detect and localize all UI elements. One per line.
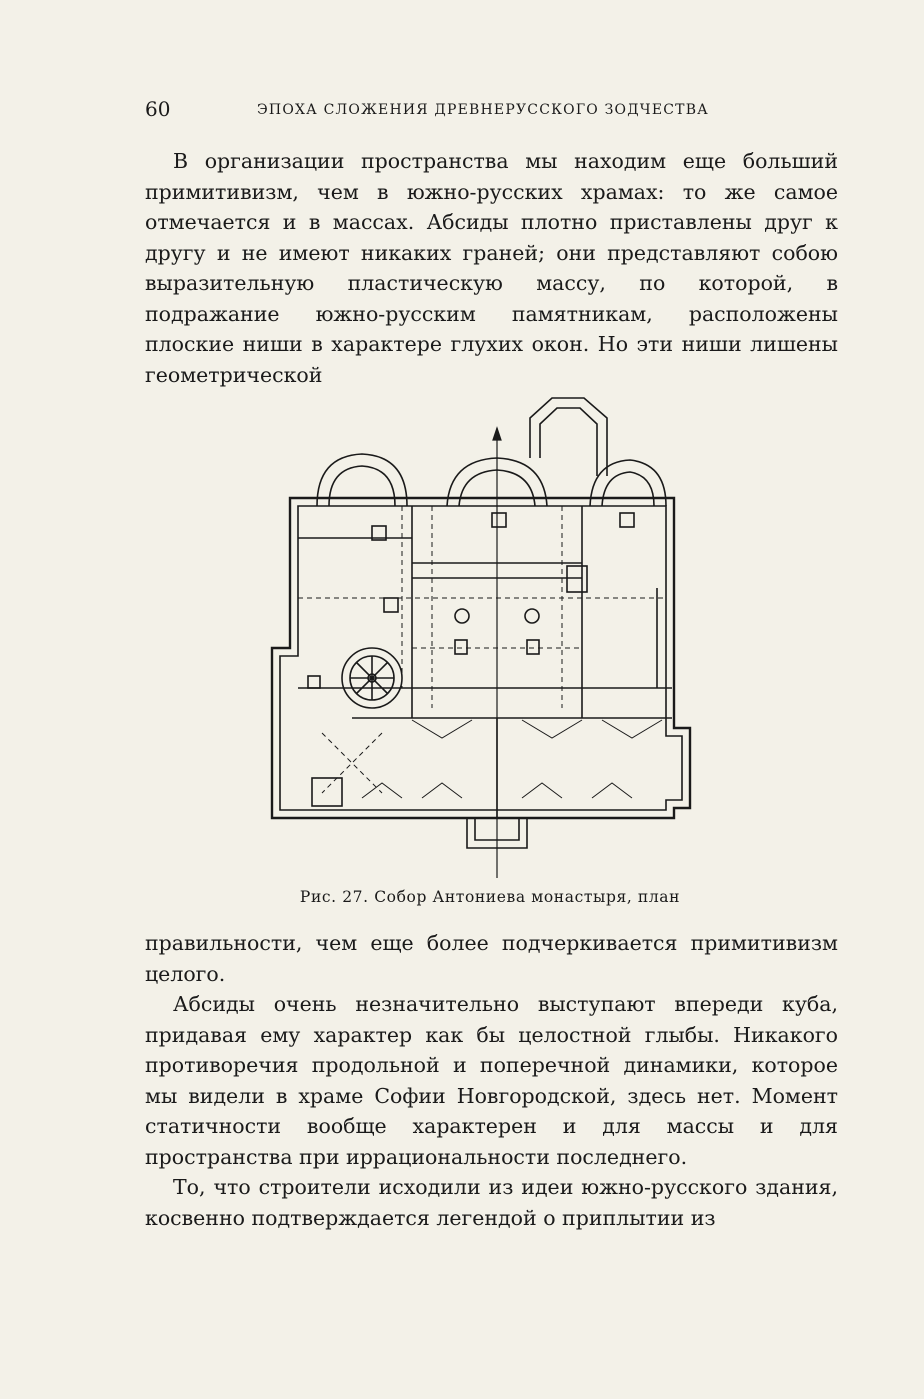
page-number: 60 bbox=[145, 97, 171, 121]
body-text-bottom bbox=[145, 928, 838, 1233]
page-header bbox=[145, 97, 835, 121]
paragraph: правильности, чем еще более подчеркивается примитивизм целого. bbox=[145, 931, 838, 986]
paragraph: Абсиды очень незначительно выступают впереди куба, придавая ему характер как бы целостной глыбы. Никакого противоречия продольной и поперечной динамики, которое мы видели в храме Софии Новгородской, здесь нет. Момент статичности вообще характерен и для массы и для пространства при иррациональности последнего. bbox=[145, 992, 838, 1169]
paragraph: В организации пространства мы находим еще больший примитивизм, чем в южно-русских храмах: то же самое отмечается и в массах. Абсиды плотно приставлены друг к другу и не имеют никаких граней; они представляют собою выразительную пластическую массу, по которой, в подражание южно-русским памятникам, расположены плоские ниши в характере глухих окон. Но эти ниши лишены геометрической bbox=[145, 149, 838, 387]
running-title: ЭПОХА СЛОЖЕНИЯ ДРЕВНЕРУССКОГО ЗОДЧЕСТВА bbox=[257, 102, 709, 118]
floor-plan-figure bbox=[262, 388, 722, 878]
figure-caption: Рис. 27. Собор Антониева монастыря, план bbox=[299, 888, 681, 906]
floor-plan-drawing bbox=[262, 388, 722, 878]
paragraph: То, что строители исходили из идеи южно-русского здания, косвенно подтверждается легендой о приплытии из bbox=[145, 1175, 838, 1230]
body-text-top bbox=[145, 146, 838, 390]
